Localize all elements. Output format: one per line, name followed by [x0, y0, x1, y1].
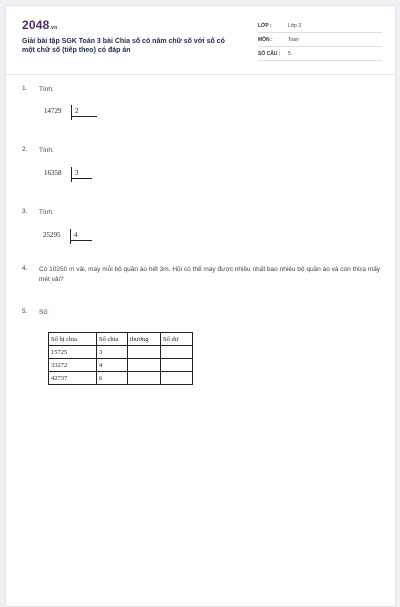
- document-title: Giải bài tập SGK Toán 3 bài Chia số có năm chữ số với số có một chữ số (tiếp theo) có đáp án: [22, 38, 225, 54]
- question-text: Tính:: [39, 147, 54, 154]
- header-divider: [6, 74, 395, 75]
- meta-subject-row: [258, 34, 382, 47]
- division-table: [48, 332, 193, 385]
- table-cell: 42737: [49, 372, 97, 385]
- question-text: Tính:: [39, 86, 54, 93]
- meta-class-label: LỚP :: [258, 23, 272, 29]
- table-cell: 4: [97, 359, 128, 372]
- meta-subject-label: MÔN :: [258, 37, 273, 43]
- meta-count-value: 5: [288, 51, 291, 57]
- table-row: [49, 372, 193, 385]
- table-cell: [128, 359, 161, 372]
- logo-tld: .vn: [49, 25, 58, 31]
- meta-class-value: Lớp 3: [288, 23, 302, 29]
- table-cell: [161, 372, 193, 385]
- meta-count-row: [258, 48, 382, 61]
- meta-subject-value: Toán: [288, 37, 299, 43]
- table-row: [49, 346, 193, 359]
- table-header-cell: Số chia: [97, 333, 128, 346]
- logo-text: 2048: [22, 18, 50, 32]
- document-sheet: [5, 5, 396, 607]
- divisor: 2: [75, 107, 79, 115]
- table-header-cell: Số dư: [161, 333, 193, 346]
- quotient-line: [71, 178, 92, 179]
- table-cell: 3: [97, 346, 128, 359]
- table-row: [49, 359, 193, 372]
- quotient-line: [70, 240, 92, 241]
- question-text: Số:: [39, 309, 49, 316]
- question-number: 3.: [22, 208, 28, 215]
- table-cell: [161, 359, 193, 372]
- question-number: 5.: [22, 308, 28, 315]
- meta-class-row: [258, 20, 382, 33]
- question-text: Có 10250 m vải, may mỗi bộ quần áo hết 3m. Hỏi có thể may được nhiều nhất bao nhiêu bộ quần áo và còn thừa mấy mét vải?: [39, 266, 381, 283]
- meta-count-label: SỐ CÂU :: [258, 51, 281, 57]
- dividend: 16358: [44, 169, 62, 177]
- table-cell: [128, 346, 161, 359]
- divisor: 3: [75, 169, 79, 177]
- quotient-line: [71, 116, 97, 117]
- site-logo[interactable]: [22, 18, 57, 32]
- dividend: 14729: [44, 107, 62, 115]
- table-header-cell: thương: [128, 333, 161, 346]
- division-bar: [71, 167, 72, 182]
- question-number: 2.: [22, 146, 28, 153]
- question-text: Tính:: [39, 209, 54, 216]
- dividend: 25295: [43, 231, 61, 239]
- table-cell: [128, 372, 161, 385]
- table-cell: [161, 346, 193, 359]
- table-cell: 33272: [49, 359, 97, 372]
- table-cell: 6: [97, 372, 128, 385]
- question-number: 1.: [22, 85, 28, 92]
- division-bar: [71, 105, 72, 120]
- divisor: 4: [74, 231, 78, 239]
- table-header-row: [49, 333, 193, 346]
- question-number: 4.: [22, 265, 28, 272]
- division-bar: [70, 229, 71, 244]
- table-cell: 15725: [49, 346, 97, 359]
- table-header-cell: Số bị chia: [49, 333, 97, 346]
